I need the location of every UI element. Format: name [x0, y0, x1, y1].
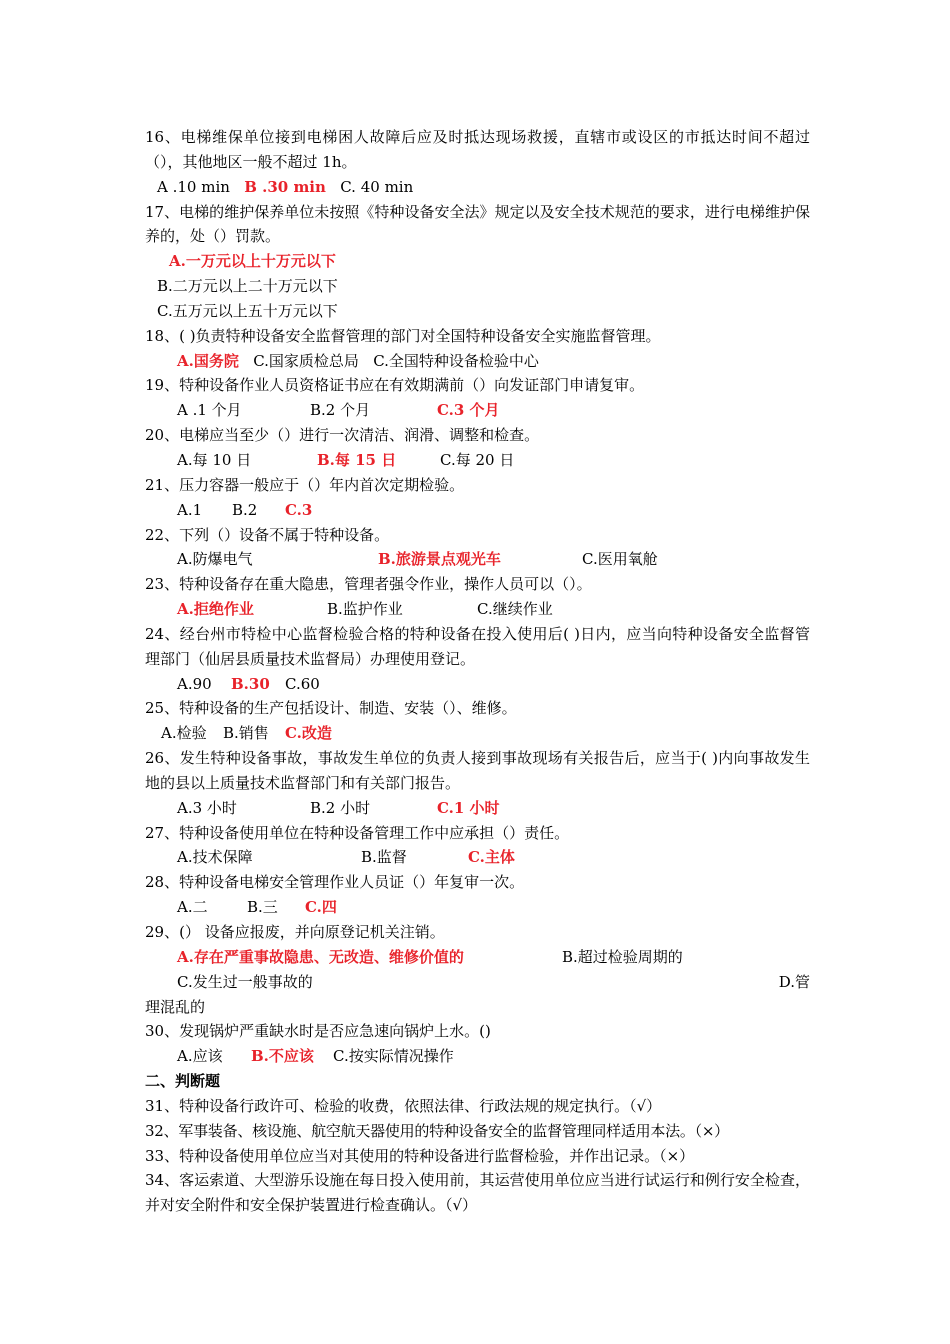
- answer-option: C.主体: [468, 848, 515, 867]
- question-25: 25、特种设备的生产包括设计、制造、安装（）、维修。: [145, 699, 517, 718]
- document-page: [145, 125, 810, 1218]
- question-32: 32、军事装备、核设施、航空航天器使用的特种设备安全的监督管理同样适用本法。（×）: [145, 1121, 729, 1140]
- options-18: [145, 349, 810, 374]
- option-b: B.监督: [361, 848, 407, 867]
- option-a: A.检验: [161, 724, 207, 743]
- options-20: [145, 448, 810, 473]
- options-21: [145, 498, 810, 523]
- option-a: A .1 个月: [177, 401, 242, 420]
- option-b: B.超过检验周期的: [562, 947, 683, 966]
- question-26: 26、发生特种设备事故，事故发生单位的负责人接到事故现场有关报告后，应当于( )内向事故发生地的县以上质量技术监督部门和有关部门报告。: [145, 749, 810, 792]
- option-a: A.防爆电气: [177, 550, 253, 569]
- option-c: C.全国特种设备检验中心: [373, 351, 539, 370]
- options-29-row2: [145, 970, 810, 995]
- answer-option: C.3 个月: [437, 401, 500, 420]
- answer-option: B.旅游景点观光车: [378, 550, 501, 569]
- question-24: 24、经台州市特检中心监督检验合格的特种设备在投入使用后( )日内，应当向特种设备安全监督管理部门（仙居县质量技术监督局）办理使用登记。: [145, 624, 810, 668]
- option-a: A.3 小时: [177, 798, 237, 817]
- question-29: 29、(） 设备应报废，并向原登记机关注销。: [145, 923, 445, 941]
- question-18: 18、( )负责特种设备安全监督管理的部门对全国特种设备安全实施监督管理。: [145, 326, 661, 345]
- option-c: C.继续作业: [477, 600, 553, 619]
- answer-option: C.3: [285, 500, 313, 519]
- option-c: C.60: [285, 674, 320, 693]
- option-b: B.销售: [223, 724, 269, 743]
- question-16: 16、电梯维保单位接到电梯困人故障后应及时抵达现场救援，直辖市或设区的市抵达时间不超过（），其他地区一般不超过 1h。: [145, 128, 810, 171]
- question-22: 22、下列（）设备不属于特种设备。: [145, 525, 390, 544]
- options-19: [145, 398, 810, 423]
- option-b: B.二万元以上二十万元以下: [157, 277, 338, 296]
- option-d: D.管: [778, 972, 810, 991]
- question-19: 19、特种设备作业人员资格证书应在有效期满前（）向发证部门申请复审。: [145, 376, 645, 395]
- option-c: C.发生过一般事故的: [177, 972, 313, 991]
- question-21: 21、压力容器一般应于（）年内首次定期检验。: [145, 475, 465, 494]
- section-heading: 二、判断题: [145, 1072, 221, 1091]
- option-a: A .10 min: [157, 177, 230, 196]
- option-d-continued: 理混乱的: [145, 997, 206, 1016]
- option-a: A.技术保障: [177, 848, 253, 867]
- options-25: [145, 721, 810, 746]
- option-a: A.90: [177, 674, 212, 693]
- answer-option: B.不应该: [251, 1047, 314, 1066]
- option-b: B.2: [232, 500, 258, 519]
- answer-option: B.每 15 日: [317, 450, 397, 469]
- option-c: C.按实际情况操作: [333, 1047, 454, 1066]
- option-b: B.三: [247, 898, 278, 917]
- question-34: 34、客运索道、大型游乐设施在每日投入使用前，其运营使用单位应当进行试运行和例行安全检查，并对安全附件和安全保护装置进行检查确认。（√）: [145, 1171, 810, 1215]
- option-c: C.五万元以上五十万元以下: [157, 301, 338, 320]
- question-27: 27、特种设备使用单位在特种设备管理工作中应承担（）责任。: [145, 823, 570, 842]
- option-c: C. 40 min: [340, 177, 414, 196]
- option-c: C.每 20 日: [440, 450, 515, 469]
- question-33: 33、特种设备使用单位应当对其使用的特种设备进行监督检验，并作出记录。（×）: [145, 1146, 695, 1165]
- question-17: 17、电梯的维护保养单位未按照《特种设备安全法》规定以及安全技术规范的要求，进行电梯维护保养的，处（）罚款。: [145, 202, 810, 246]
- options-24: [145, 672, 810, 697]
- options-27: [145, 845, 810, 870]
- option-b: B.2 个月: [310, 401, 371, 420]
- answer-option: B .30 min: [244, 177, 326, 196]
- option-a: A.每 10 日: [177, 450, 252, 469]
- options-16: [145, 175, 810, 200]
- question-31: 31、特种设备行政许可、检验的收费，依照法律、行政法规的规定执行。（√）: [145, 1096, 662, 1115]
- option-b: C.国家质检总局: [253, 351, 359, 370]
- options-29-row1: [145, 945, 810, 970]
- answer-option: B.30: [231, 674, 270, 693]
- option-a: A.应该: [177, 1047, 223, 1066]
- answer-option: C.改造: [285, 724, 332, 743]
- answer-option: C.四: [305, 898, 337, 917]
- options-28: [145, 895, 810, 920]
- answer-option: A.一万元以上十万元以下: [169, 252, 336, 271]
- answer-option: C.1 小时: [437, 798, 500, 817]
- option-c: C.医用氧舱: [582, 550, 658, 569]
- answer-option: A.存在严重事故隐患、无改造、维修价值的: [177, 947, 464, 966]
- answer-option: A.拒绝作业: [177, 600, 254, 619]
- answer-option: A.国务院: [177, 351, 239, 370]
- options-26: [145, 796, 810, 821]
- options-30: [145, 1044, 810, 1069]
- question-23: 23、特种设备存在重大隐患，管理者强令作业，操作人员可以（）。: [145, 575, 592, 594]
- option-a: A.1: [177, 500, 203, 519]
- question-30: 30、发现锅炉严重缺水时是否应急速向锅炉上水。(): [145, 1022, 491, 1041]
- options-23: [145, 597, 810, 622]
- option-b: B.监护作业: [327, 600, 403, 619]
- question-28: 28、特种设备电梯安全管理作业人员证（）年复审一次。: [145, 873, 525, 892]
- options-22: [145, 547, 810, 572]
- question-20: 20、电梯应当至少（）进行一次清洁、润滑、调整和检查。: [145, 426, 540, 445]
- option-a: A.二: [177, 898, 208, 917]
- option-b: B.2 小时: [310, 798, 371, 817]
